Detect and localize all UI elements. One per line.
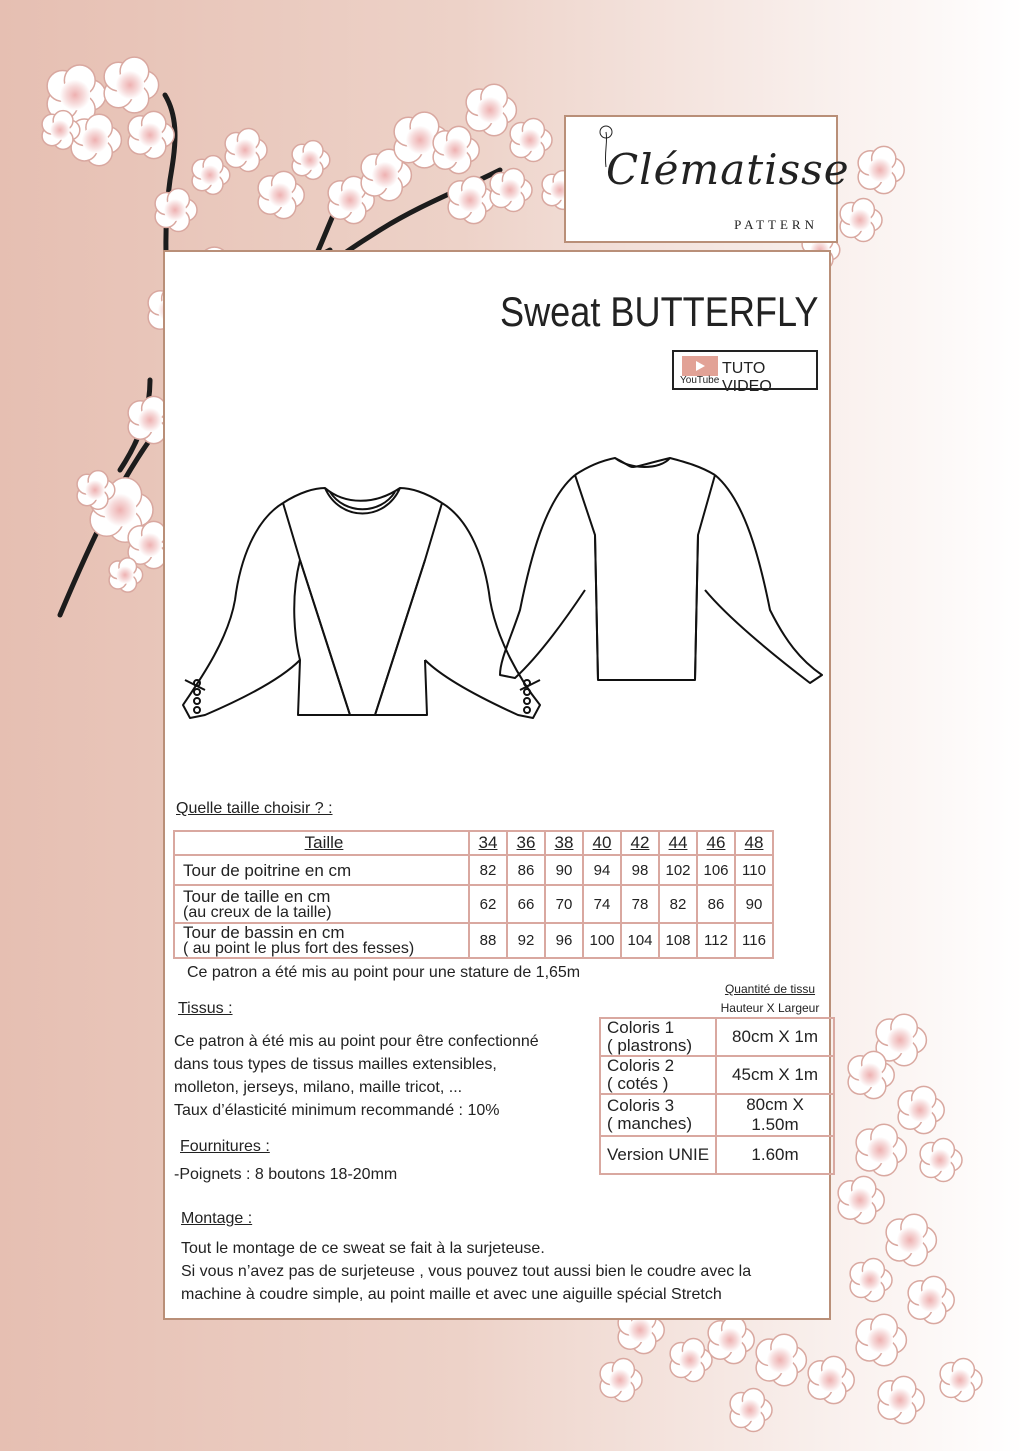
table-row — [600, 1136, 834, 1174]
brand-sub: PATTERN — [734, 217, 818, 232]
table-cell: 78 — [621, 885, 659, 923]
size-42: 42 — [621, 831, 659, 855]
table-cell: 90 — [545, 855, 583, 885]
size-48: 48 — [735, 831, 773, 855]
table-cell: 74 — [583, 885, 621, 923]
table-cell: 110 — [735, 855, 773, 885]
tuto-video-label: TUTO VIDEO — [722, 360, 772, 395]
size-38: 38 — [545, 831, 583, 855]
size-46: 46 — [697, 831, 735, 855]
table-cell: 86 — [697, 885, 735, 923]
table-cell: 88 — [469, 923, 507, 958]
row-label: Coloris 2 ( cotés ) — [600, 1056, 716, 1094]
table-cell: 80cm X 1m — [716, 1018, 834, 1056]
table-row — [600, 1094, 834, 1136]
table-cell: 106 — [697, 855, 735, 885]
size-table — [173, 830, 774, 959]
table-cell: 108 — [659, 923, 697, 958]
row-label: Tour de poitrine en cm — [174, 855, 469, 885]
table-cell: 96 — [545, 923, 583, 958]
assembly-text: Tout le montage de ce sweat se fait à la surjeteuse. Si vous n’avez pas de surjeteuse , vous pouvez tout aussi bien le coudre avec la machine à coudre simple, au point maille et avec une aiguille spécial Stretch — [181, 1240, 752, 1303]
row-label: Tour de taille en cm (au creux de la taille) — [174, 885, 469, 923]
table-row — [600, 1056, 834, 1094]
row-label: Coloris 1 ( plastrons) — [600, 1018, 716, 1056]
table-cell: 94 — [583, 855, 621, 885]
row-label: Version UNIE — [600, 1136, 716, 1174]
table-row — [174, 855, 773, 885]
table-cell: 116 — [735, 923, 773, 958]
size-44: 44 — [659, 831, 697, 855]
row-label: Coloris 3 ( manches) — [600, 1094, 716, 1136]
table-cell: 112 — [697, 923, 735, 958]
size-40: 40 — [583, 831, 621, 855]
back-view-drawing — [500, 458, 822, 683]
table-cell: 92 — [507, 923, 545, 958]
fabric-qty-header: Quantité de tissu Hauteur X Largeur — [720, 982, 820, 1015]
size-36: 36 — [507, 831, 545, 855]
size-heading: Quelle taille choisir ? : — [176, 800, 333, 817]
front-view-drawing — [183, 488, 540, 718]
assembly-heading: Montage : — [181, 1210, 253, 1227]
table-cell: 100 — [583, 923, 621, 958]
youtube-label: YouTube — [680, 375, 720, 386]
table-cell: 80cm X 1.50m — [716, 1094, 834, 1136]
table-cell: 45cm X 1m — [716, 1056, 834, 1094]
fabric-text: Ce patron à été mis au point pour être confectionné dans tous types de tissus mailles extensibles, molleton, jerseys, milano, maille tricot, ... Taux d’élasticité minimum recommandé : 10% — [174, 1033, 539, 1119]
page-title: Sweat BUTTERFLY — [500, 288, 819, 335]
table-row — [600, 1018, 834, 1056]
supplies-heading: Fournitures : — [180, 1138, 270, 1155]
table-cell: 62 — [469, 885, 507, 923]
fabric-heading: Tissus : — [178, 1000, 233, 1017]
row-label: Tour de bassin en cm ( au point le plus fort des fesses) — [174, 923, 469, 958]
table-cell: 66 — [507, 885, 545, 923]
size-34: 34 — [469, 831, 507, 855]
size-label: Taille — [174, 831, 469, 855]
brand-name: Clématisse — [606, 145, 850, 194]
table-row — [174, 923, 773, 958]
table-cell: 104 — [621, 923, 659, 958]
table-cell: 90 — [735, 885, 773, 923]
fabric-table — [599, 1017, 835, 1175]
table-cell: 102 — [659, 855, 697, 885]
stature-note: Ce patron a été mis au point pour une stature de 1,65m — [187, 964, 581, 981]
table-cell: 86 — [507, 855, 545, 885]
table-cell: 82 — [469, 855, 507, 885]
supplies-item: -Poignets : 8 boutons 18-20mm — [174, 1166, 398, 1183]
table-cell: 1.60m — [716, 1136, 834, 1174]
table-cell: 70 — [545, 885, 583, 923]
table-cell: 82 — [659, 885, 697, 923]
table-cell: 98 — [621, 855, 659, 885]
table-row — [174, 885, 773, 923]
